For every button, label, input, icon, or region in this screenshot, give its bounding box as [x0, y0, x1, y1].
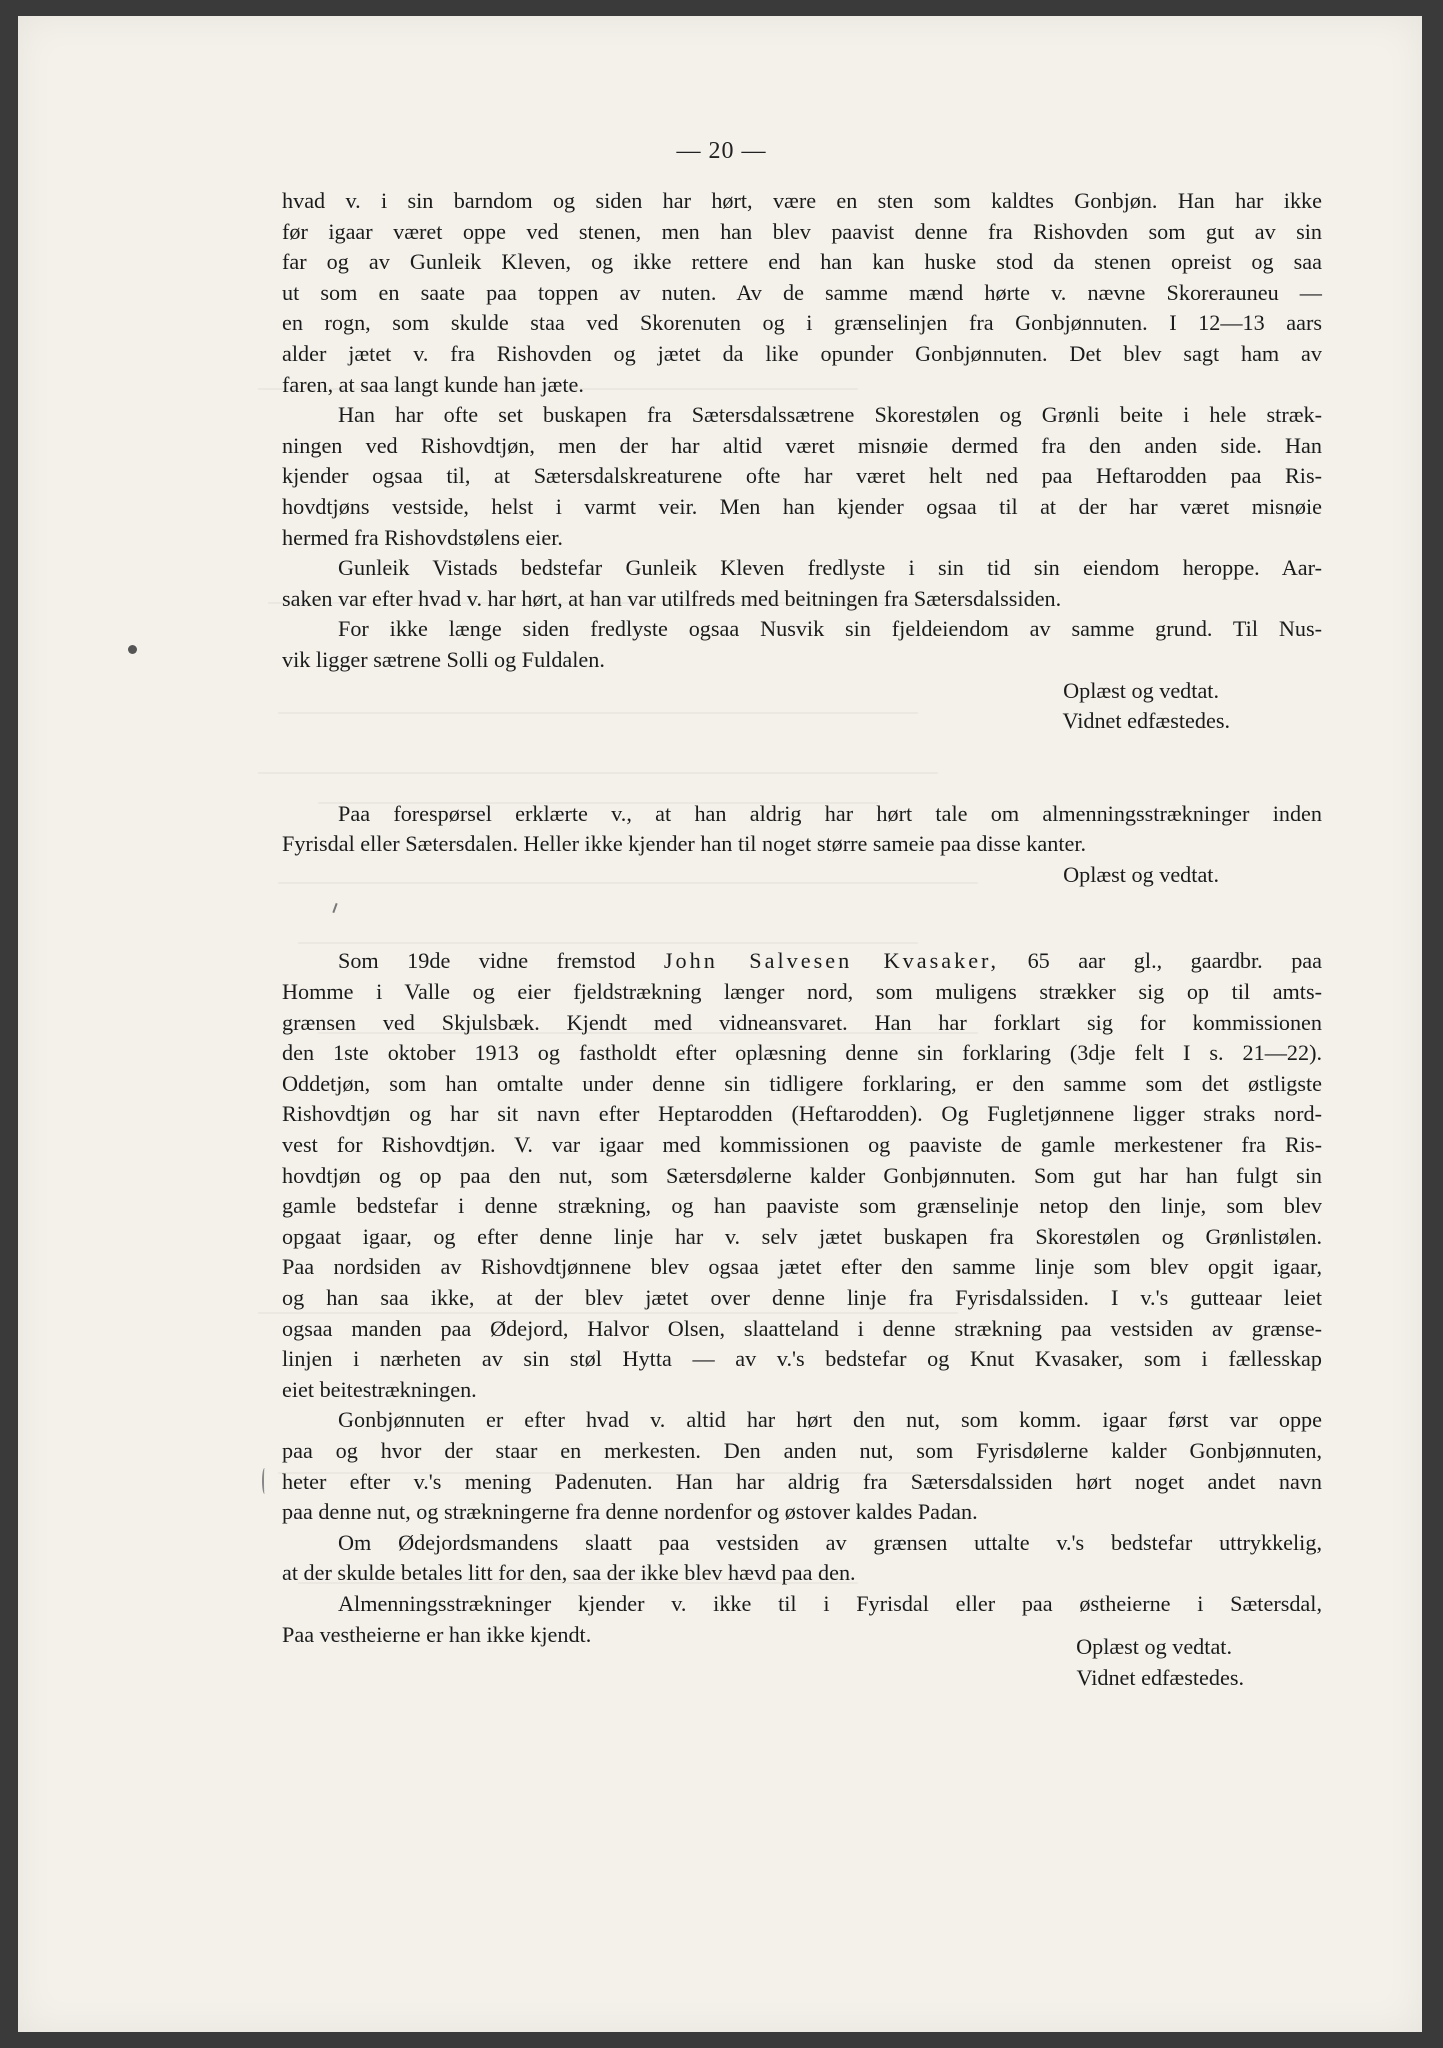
margin-punch-mark: [128, 645, 137, 654]
paragraph-ødejord: [282, 1528, 1322, 1589]
signature-read-approved: Oplæst og vedtat.: [1063, 861, 1219, 887]
paragraph-fredlysning: [282, 553, 1322, 614]
text-line: hermed fra Rishovdstølens eier.: [282, 524, 563, 550]
text-line: kjender ogsaa til, at Sætersdalskreaturene ofte har været helt ned paa Heftarodden paa Ris-: [282, 463, 1322, 489]
text-line: saken var efter hvad v. har hørt, at han var utilfreds med beitningen fra Sætersdalssiden.: [282, 585, 1062, 611]
text-line: heter efter v.'s mening Padenuten. Han har aldrig fra Sætersdalssiden hørt noget andet navn: [282, 1468, 1322, 1494]
text-line: og han saa ikke, at der blev jætet over denne linje fra Fyrisdalssiden. I v.'s gutteaar leiet: [282, 1285, 1322, 1310]
paragraph-witness-19: [282, 946, 1322, 1405]
text-line: ningen ved Rishovdtjøn, men der har altid været misnøie dermed fra den anden side. Han: [282, 432, 1322, 458]
text-line: en rogn, som skulde staa ved Skorenuten og i grænselinjen fra Gonbjønnuten. I 12—13 aars: [282, 310, 1322, 336]
signature-read-approved: Oplæst og vedtat.: [1076, 1634, 1232, 1660]
text-line: før igaar været oppe ved stenen, men han blev paavist denne fra Rishovden som gut av sin: [282, 218, 1322, 244]
paragraph-forespørsel: [282, 799, 1322, 891]
text-line: Paa nordsiden av Rishovdtjønnene blev ogsaa jætet efter den samme linje som blev opgit igaar,: [282, 1254, 1322, 1280]
text-line: Homme i Valle og eier fjeldstrækning længer nord, som muligens strækker sig op til amts-: [282, 979, 1322, 1005]
section-spacer: [282, 737, 1322, 799]
text-line: Paa forespørsel erklærte v., at han aldrig har hørt tale om almenningsstrækninger inden: [338, 800, 1322, 826]
text-line: gamle bedstefar i denne strækning, og han paaviste som grænselinje netop den linje, som blev: [282, 1193, 1322, 1219]
text-line: [282, 946, 1322, 977]
text-line: hvad v. i sin barndom og siden har hørt, være en sten som kaldtes Gonbjøn. Han har ikke: [282, 188, 1322, 213]
text-line: Fyrisdal eller Sætersdalen. Heller ikke kjender han til noget større sameie paa disse kanter.: [282, 831, 1087, 857]
text-line: vest for Rishovdtjøn. V. var igaar med kommissionen og paaviste de gamle merkestener fra Ris-: [282, 1132, 1322, 1158]
witness-name: John Salvesen Kvasaker,: [663, 948, 1000, 974]
text-line: ut som en saate paa toppen av nuten. Av de samme mænd hørte v. nævne Skorerauneu —: [282, 279, 1322, 305]
paragraph-gonbjønnuten: [282, 1405, 1322, 1527]
text-fragment: Som 19de vidne fremstod: [338, 948, 664, 974]
paragraph-buskap: [282, 400, 1322, 553]
paragraph-testimony-continued: [282, 186, 1322, 400]
text-line: linjen i nærheten av sin støl Hytta — av v.'s bedstefar og Knut Kvasaker, som i fællesskap: [282, 1346, 1322, 1372]
paragraph-almenning: [282, 1589, 1322, 1693]
signature-read-approved: Oplæst og vedtat.: [1063, 677, 1219, 703]
paragraph-nusvik: [282, 614, 1322, 736]
text-line: at der skulde betales litt for den, saa der ikke blev hævd paa den.: [282, 1560, 856, 1586]
page-number: — 20 —: [676, 138, 767, 164]
signature-witness-sworn: Vidnet edfæstedes.: [1062, 708, 1230, 734]
text-line: ogsaa manden paa Ødejord, Halvor Olsen, slaatteland i denne strækning paa vestsiden av grænse-: [282, 1315, 1322, 1341]
text-line: hovdtjøns vestside, helst i varmt veir. Men han kjender ogsaa til at der har været misnøie: [282, 493, 1322, 519]
text-line: For ikke længe siden fredlyste ogsaa Nusvik sin fjeldeiendom av samme grund. Til Nus-: [338, 616, 1322, 642]
text-line: Om Ødejordsmandens slaatt paa vestsiden av grænsen uttalte v.'s bedstefar uttrykkelig,: [338, 1529, 1322, 1555]
signature-witness-sworn: Vidnet edfæstedes.: [1076, 1664, 1244, 1690]
text-fragment: 65 aar gl., gaardbr. paa: [999, 948, 1322, 974]
text-line: faren, at saa langt kunde han jæte.: [282, 371, 584, 397]
text-line: far og av Gunleik Kleven, og ikke rettere end han kan huske stod da stenen opreist og saa: [282, 249, 1322, 275]
text-line: opgaat igaar, og efter denne linje har v. selv jætet buskapen fra Skorestølen og Grønlistølen.: [282, 1223, 1322, 1249]
text-line: Gonbjønnuten er efter hvad v. altid har hørt den nut, som komm. igaar først var oppe: [338, 1407, 1322, 1433]
text-line: Oddetjøn, som han omtalte under denne sin tidligere forklaring, er den samme som det østligste: [282, 1070, 1322, 1096]
text-line: Gunleik Vistads bedstefar Gunleik Kleven fredlyste i sin tid sin eiendom heroppe. Aar-: [338, 555, 1322, 581]
text-line: eiet beitestrækningen.: [282, 1376, 477, 1402]
document-body: [282, 186, 1322, 1693]
margin-bracket-mark: [262, 1468, 267, 1494]
text-line: hovdtjøn og op paa den nut, som Sætersdølerne kalder Gonbjønnuten. Som gut har han fulgt sin: [282, 1162, 1322, 1188]
text-line: alder jætet v. fra Rishovden og jætet da like opunder Gonbjønnuten. Det blev sagt ham av: [282, 340, 1322, 366]
text-line: Paa vestheierne er han ikke kjendt.: [282, 1621, 592, 1647]
section-spacer: [282, 890, 1322, 946]
text-line: den 1ste oktober 1913 og fastholdt efter oplæsning denne sin forklaring (3dje felt I s. 21—22).: [282, 1040, 1322, 1066]
text-line: Han har ofte set buskapen fra Sætersdalssætrene Skorestølen og Grønli beite i hele stræk-: [338, 402, 1322, 428]
text-line: grænsen ved Skjulsbæk. Kjendt med vidneansvaret. Han har forklart sig for kommissionen: [282, 1009, 1322, 1035]
text-line: Almenningsstrækninger kjender v. ikke til i Fyrisdal eller paa østheierne i Sætersdal,: [338, 1590, 1322, 1616]
text-line: Rishovdtjøn og har sit navn efter Heptarodden (Heftarodden). Og Fugletjønnene ligger straks nord-: [282, 1101, 1322, 1127]
text-line: paa og hvor der staar en merkesten. Den anden nut, som Fyrisdølerne kalder Gonbjønnuten,: [282, 1437, 1322, 1463]
text-line: paa denne nut, og strækningerne fra denne nordenfor og østover kaldes Padan.: [282, 1499, 978, 1525]
text-line: vik ligger sætrene Solli og Fuldalen.: [282, 646, 605, 672]
